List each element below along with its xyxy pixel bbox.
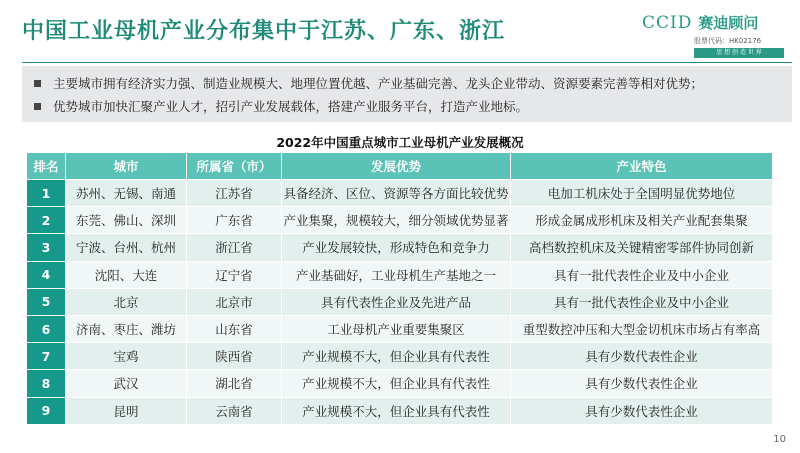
table-title: 2022年中国重点城市工业母机产业发展概况 (276, 135, 524, 150)
rank-cell: 8 (27, 370, 66, 397)
logo-brand-cn: 赛迪顾问 (698, 14, 759, 32)
table-row (27, 343, 773, 370)
advantage-cell: 产业集聚，规模较大，细分领域优势显著 (282, 207, 511, 234)
rank-cell: 1 (27, 180, 66, 207)
header-feature: 产业特色 (511, 153, 773, 180)
rank-cell: 6 (27, 316, 66, 343)
city-cell: 济南、枣庄、潍坊 (66, 316, 187, 343)
rank-cell: 7 (27, 343, 66, 370)
city-cell: 昆明 (66, 398, 187, 425)
province-cell: 浙江省 (187, 234, 282, 261)
logo-stock-code: 股票代码：HK02176 (694, 37, 762, 45)
province-cell: 辽宁省 (187, 262, 282, 289)
table-row (27, 262, 773, 289)
rank-cell: 5 (27, 289, 66, 316)
logo-brand (642, 12, 758, 33)
summary-box (22, 66, 792, 122)
feature-cell: 重型数控冲压和大型金切机床市场占有率高 (511, 316, 773, 343)
city-cell: 东莞、佛山、深圳 (66, 207, 187, 234)
rank-cell: 3 (27, 234, 66, 261)
feature-cell: 高档数控机床及关键精密零部件协同创新 (511, 234, 773, 261)
logo-brand-latin: CCID (642, 13, 693, 33)
city-cell: 宁波、台州、杭州 (66, 234, 187, 261)
rank-cell: 4 (27, 262, 66, 289)
advantage-cell: 产业基础好，工业母机生产基地之一 (282, 262, 511, 289)
city-cell: 北京 (66, 289, 187, 316)
province-cell: 云南省 (187, 398, 282, 425)
header-city: 城市 (66, 153, 187, 180)
summary-bullet (34, 74, 703, 92)
advantage-cell: 具备经济、区位、资源等各方面比较优势 (282, 180, 511, 207)
header-province: 所属省（市） (187, 153, 282, 180)
feature-cell: 具有一批代表性企业及中小企业 (511, 289, 773, 316)
title-divider (22, 62, 792, 63)
square-bullet-icon (34, 80, 41, 87)
ccid-logo (642, 12, 792, 64)
summary-bullet-text: 主要城市拥有经济实力强、制造业规模大、地理位置优越、产业基础完善、龙头企业带动、资源要素完善等相对优势； (53, 76, 704, 91)
page-title: 中国工业母机产业分布集中于江苏、广东、浙江 (22, 19, 506, 44)
feature-cell: 电加工机床处于全国明显优势地位 (511, 180, 773, 207)
province-cell: 江苏省 (187, 180, 282, 207)
city-cell: 武汉 (66, 370, 187, 397)
header-advantage: 发展优势 (282, 153, 511, 180)
advantage-cell: 产业规模不大，但企业具有代表性 (282, 398, 511, 425)
summary-bullet (34, 97, 528, 115)
city-cell: 苏州、无锡、南通 (66, 180, 187, 207)
table-row (27, 180, 773, 207)
advantage-cell: 工业母机产业重要集聚区 (282, 316, 511, 343)
province-cell: 陕西省 (187, 343, 282, 370)
header-rank: 排名 (27, 153, 66, 180)
table-header-row (27, 153, 773, 180)
feature-cell: 具有少数代表性企业 (511, 343, 773, 370)
table-row (27, 398, 773, 425)
advantage-cell: 具有代表性企业及先进产品 (282, 289, 511, 316)
summary-bullet-text: 优势城市加快汇聚产业人才，招引产业发展载体，搭建产业服务平台，打造产业地标。 (53, 99, 529, 114)
advantage-cell: 产业规模不大，但企业具有代表性 (282, 343, 511, 370)
advantage-cell: 产业发展较快，形成特色和竞争力 (282, 234, 511, 261)
logo-slogan: 思 想 创 造 世 界 (694, 48, 784, 58)
square-bullet-icon (34, 103, 41, 110)
feature-cell: 形成金属成形机床及相关产业配套集聚 (511, 207, 773, 234)
city-cell: 沈阳、大连 (66, 262, 187, 289)
table-row (27, 234, 773, 261)
province-cell: 北京市 (187, 289, 282, 316)
feature-cell: 具有一批代表性企业及中小企业 (511, 262, 773, 289)
city-cell: 宝鸡 (66, 343, 187, 370)
table-row (27, 316, 773, 343)
advantage-cell: 产业规模不大，但企业具有代表性 (282, 370, 511, 397)
feature-cell: 具有少数代表性企业 (511, 398, 773, 425)
feature-cell: 具有少数代表性企业 (511, 370, 773, 397)
province-cell: 山东省 (187, 316, 282, 343)
rank-cell: 9 (27, 398, 66, 425)
city-industry-table (27, 153, 773, 425)
province-cell: 广东省 (187, 207, 282, 234)
province-cell: 湖北省 (187, 370, 282, 397)
page-number: 10 (773, 434, 786, 445)
table-row (27, 370, 773, 397)
table-row (27, 289, 773, 316)
table-row (27, 207, 773, 234)
rank-cell: 2 (27, 207, 66, 234)
